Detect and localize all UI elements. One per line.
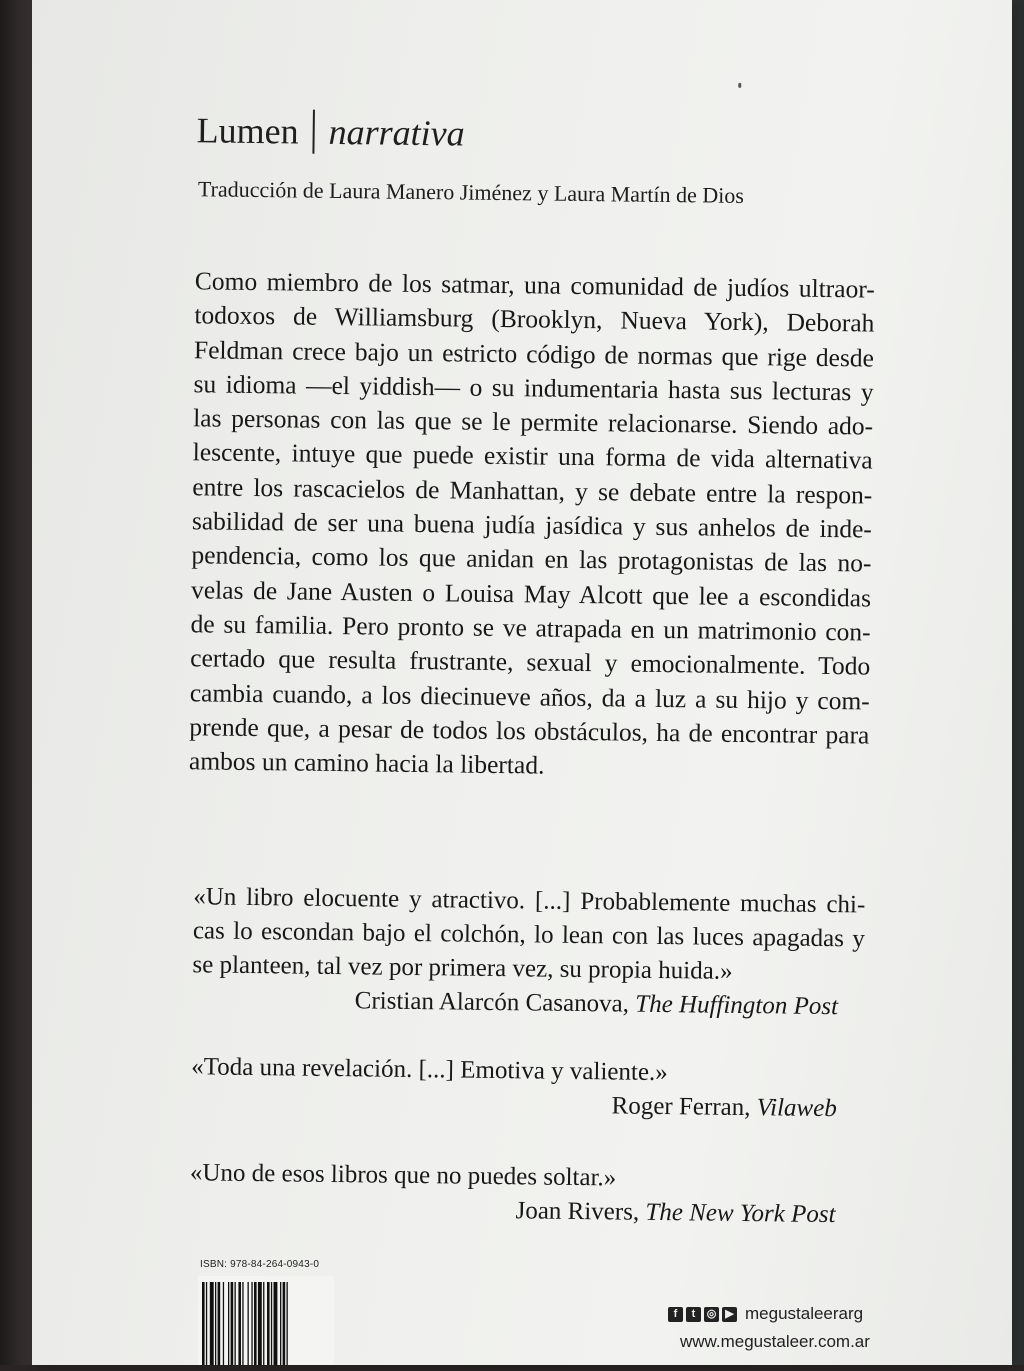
quote-author: Roger Ferran, <box>611 1092 751 1122</box>
quote-attribution <box>191 1084 863 1126</box>
review-quote-3 <box>189 1156 862 1232</box>
quote-source: Vilaweb <box>756 1094 837 1123</box>
quote-line: cas lo escondan bajo el colchón, lo lean con las luces apagadas y <box>192 917 866 953</box>
synopsis-line: entre los rascacielos de Manhattan, y se debate entre la respon- <box>192 472 873 510</box>
quote-line: «Uno de esos libros que no puedes soltar.» <box>189 1159 617 1192</box>
synopsis-line: pendencia, como los que anidan en las protagonistas de las no- <box>191 540 872 578</box>
synopsis-line: Feldman crece bajo un estricto código de normas que rige desde <box>193 334 875 373</box>
synopsis-line: sabilidad de ser una buena judía jasídica y sus anhelos de inde- <box>191 506 873 544</box>
synopsis-line: las personas con las que se le permite relacionarse. Siendo ado- <box>193 403 874 441</box>
youtube-icon[interactable]: ▶ <box>722 1307 737 1322</box>
synopsis-line: cambia cuando, a los diecinueve años, da a luz a su hijo y com- <box>189 677 870 716</box>
quote-source: The Huffington Post <box>635 990 839 1021</box>
synopsis-line: todoxos de Williamsburg (Brooklyn, Nueva York), Deborah <box>194 300 875 338</box>
translation-credit: Traducción de Laura Manero Jiménez y Laura Martín de Dios <box>197 176 745 208</box>
synopsis-line: lescente, intuye que puede existir una forma de vida alternativa <box>192 437 873 476</box>
synopsis-line: certado que resulta frustrante, sexual y emocionalmente. Todo <box>190 643 871 681</box>
instagram-icon[interactable]: ◎ <box>704 1307 719 1322</box>
quote-author: Joan Rivers, <box>515 1197 640 1226</box>
quote-author: Cristian Alarcón Casanova, <box>354 987 630 1018</box>
brand-name: Lumen <box>196 110 299 152</box>
review-quote-2 <box>191 1050 864 1126</box>
social-handle[interactable]: megustaleerarg <box>745 1304 864 1323</box>
synopsis-line: ambos un camino hacia la libertad. <box>188 746 545 780</box>
twitter-icon[interactable]: t <box>686 1307 701 1322</box>
social-links <box>668 1304 863 1324</box>
quote-attribution <box>189 1190 861 1232</box>
facebook-icon[interactable]: f <box>668 1307 683 1322</box>
synopsis-line: su idioma —el yiddish— o su indumentaria hasta sus lecturas y <box>193 369 874 407</box>
series-divider <box>312 110 315 154</box>
quote-line: se planteen, tal vez por primera vez, su propia huida.» <box>192 951 733 985</box>
synopsis <box>189 264 875 787</box>
quote-attribution <box>192 982 864 1024</box>
quote-line: «Toda una revelación. [...] Emotiva y valiente.» <box>191 1053 668 1087</box>
synopsis-line: prende que, a pesar de todos los obstáculos, ha de encontrar para <box>189 712 870 750</box>
review-quote-1 <box>192 880 866 1024</box>
isbn-number: ISBN: 978-84-264-0943-0 <box>200 1259 320 1270</box>
synopsis-line: Como miembro de los satmar, una comunidad de judíos ultraor- <box>194 266 875 304</box>
speck-mark <box>738 83 741 88</box>
quote-line: «Un libro elocuente y atractivo. [...] Probablemente muchas chi- <box>193 883 866 919</box>
quote-source: The New York Post <box>645 1198 836 1229</box>
website-link[interactable]: www.megustaleer.com.ar <box>680 1332 870 1351</box>
barcode-image <box>198 1276 334 1365</box>
collection-name: narrativa <box>328 111 465 154</box>
series-logo <box>196 108 465 155</box>
synopsis-line: de su familia. Pero pronto se ve atrapada en un matrimonio con- <box>190 609 871 647</box>
synopsis-line: velas de Jane Austen o Louisa May Alcott que lee a escondidas <box>190 574 872 613</box>
